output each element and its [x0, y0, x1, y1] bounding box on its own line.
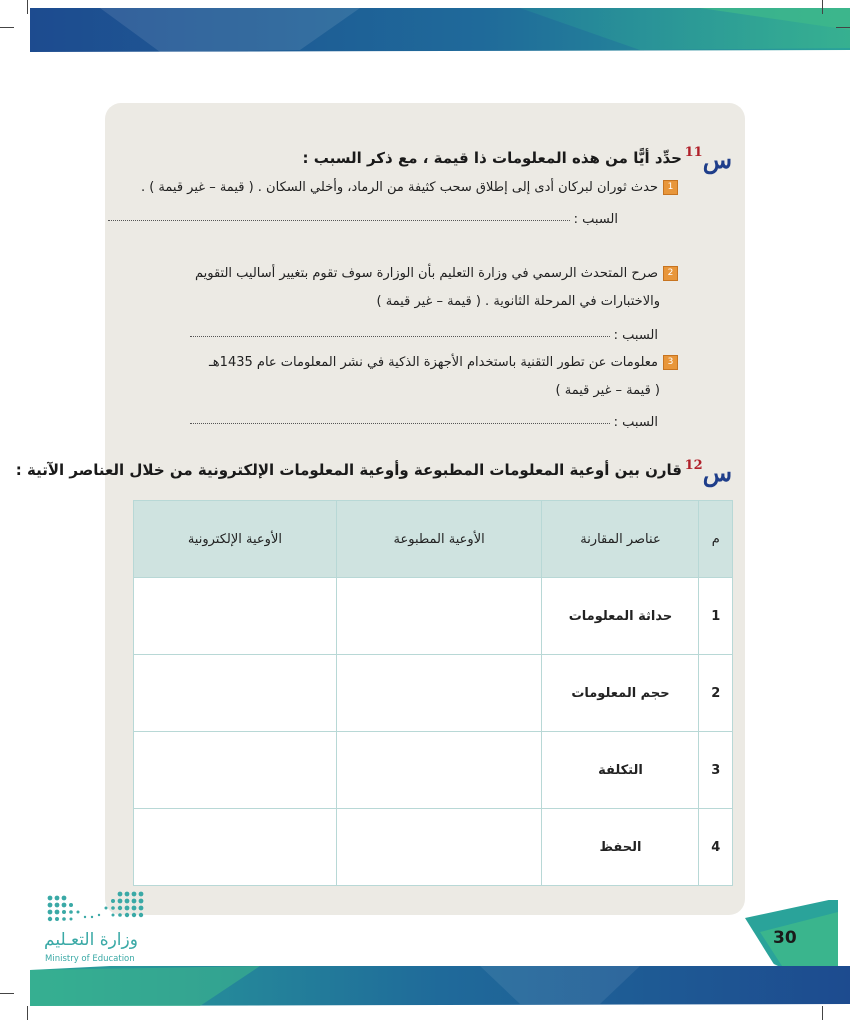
item-number-badge: 1 [663, 180, 678, 195]
row-number: 2 [699, 655, 733, 732]
reason-label: السبب : [613, 415, 658, 430]
crop-mark [27, 0, 28, 14]
ministry-name-arabic: وزارة التعـليم [44, 930, 138, 950]
answer-cell-electronic[interactable] [134, 655, 337, 732]
question-11-item-2-line-2: والاختبارات في المرحلة الثانوية . ( قيمة – غير قيمة ) [376, 294, 660, 309]
question-mark-letter: س [702, 145, 732, 174]
question-12-marker [685, 458, 732, 487]
table-header-row [134, 501, 733, 578]
row-element: حداثة المعلومات [542, 578, 699, 655]
answer-cell-printed[interactable] [336, 732, 542, 809]
answer-dotted-line[interactable] [190, 422, 610, 424]
question-11-item-3-line-2: ( قيمة – غير قيمة ) [555, 383, 660, 398]
question-11-marker [685, 145, 732, 174]
page-number: 30 [773, 928, 797, 948]
top-banner [0, 0, 850, 60]
table-row [134, 732, 733, 809]
answer-cell-electronic[interactable] [134, 578, 337, 655]
answer-cell-printed[interactable] [336, 809, 542, 886]
reason-label: السبب : [613, 328, 658, 343]
header-electronic-sources: الأوعية الإلكترونية [134, 501, 337, 578]
question-11-item-2 [195, 266, 678, 281]
item-number-badge: 3 [663, 355, 678, 370]
answer-cell-electronic[interactable] [134, 809, 337, 886]
question-mark-letter: س [702, 458, 732, 487]
answer-dotted-line[interactable] [108, 219, 570, 221]
question-number: 12 [684, 458, 703, 473]
row-element: الحفظ [542, 809, 699, 886]
question-11-title: حدِّد أيًّا من هذه المعلومات ذا قيمة ، مع ذكر السبب : [302, 149, 682, 167]
row-number: 4 [699, 809, 733, 886]
question-11-item-3 [209, 355, 678, 370]
item-text: حدث ثوران لبركان أدى إلى إطلاق سحب كثيفة من الرماد، وأخلي السكان . ( قيمة – غير قيمة ) . [140, 180, 658, 195]
row-number: 1 [699, 578, 733, 655]
reason-line-3 [190, 415, 658, 430]
item-text: صرح المتحدث الرسمي في وزارة التعليم بأن الوزارة سوف تقوم بتغيير أساليب التقويم [194, 266, 658, 281]
comparison-table [133, 500, 733, 886]
reason-line-2 [190, 328, 658, 343]
reason-label: السبب : [573, 212, 618, 227]
table-row [134, 809, 733, 886]
row-number: 3 [699, 732, 733, 809]
question-11-item-1 [141, 180, 678, 195]
header-comparison-elements: عناصر المقارنة [542, 501, 699, 578]
answer-cell-printed[interactable] [336, 655, 542, 732]
answer-cell-electronic[interactable] [134, 732, 337, 809]
ministry-name-english: Ministry of Education [45, 954, 135, 964]
row-element: التكلفة [542, 732, 699, 809]
table-row [134, 578, 733, 655]
answer-cell-printed[interactable] [336, 578, 542, 655]
question-number: 11 [684, 145, 703, 160]
reason-line-1 [108, 212, 618, 227]
answer-dotted-line[interactable] [190, 335, 610, 337]
question-12-title: قارن بين أوعية المعلومات المطبوعة وأوعية المعلومات الإلكترونية من خلال العناصر الآتية : [15, 461, 682, 479]
crop-mark [836, 27, 850, 28]
table-row [134, 655, 733, 732]
item-text: معلومات عن تطور التقنية باستخدام الأجهزة الذكية في نشر المعلومات عام 1435هـ [209, 355, 658, 370]
header-number: م [699, 501, 733, 578]
item-number-badge: 2 [663, 266, 678, 281]
crop-mark [822, 0, 823, 14]
row-element: حجم المعلومات [542, 655, 699, 732]
header-printed-sources: الأوعية المطبوعة [336, 501, 542, 578]
crop-mark [0, 27, 14, 28]
